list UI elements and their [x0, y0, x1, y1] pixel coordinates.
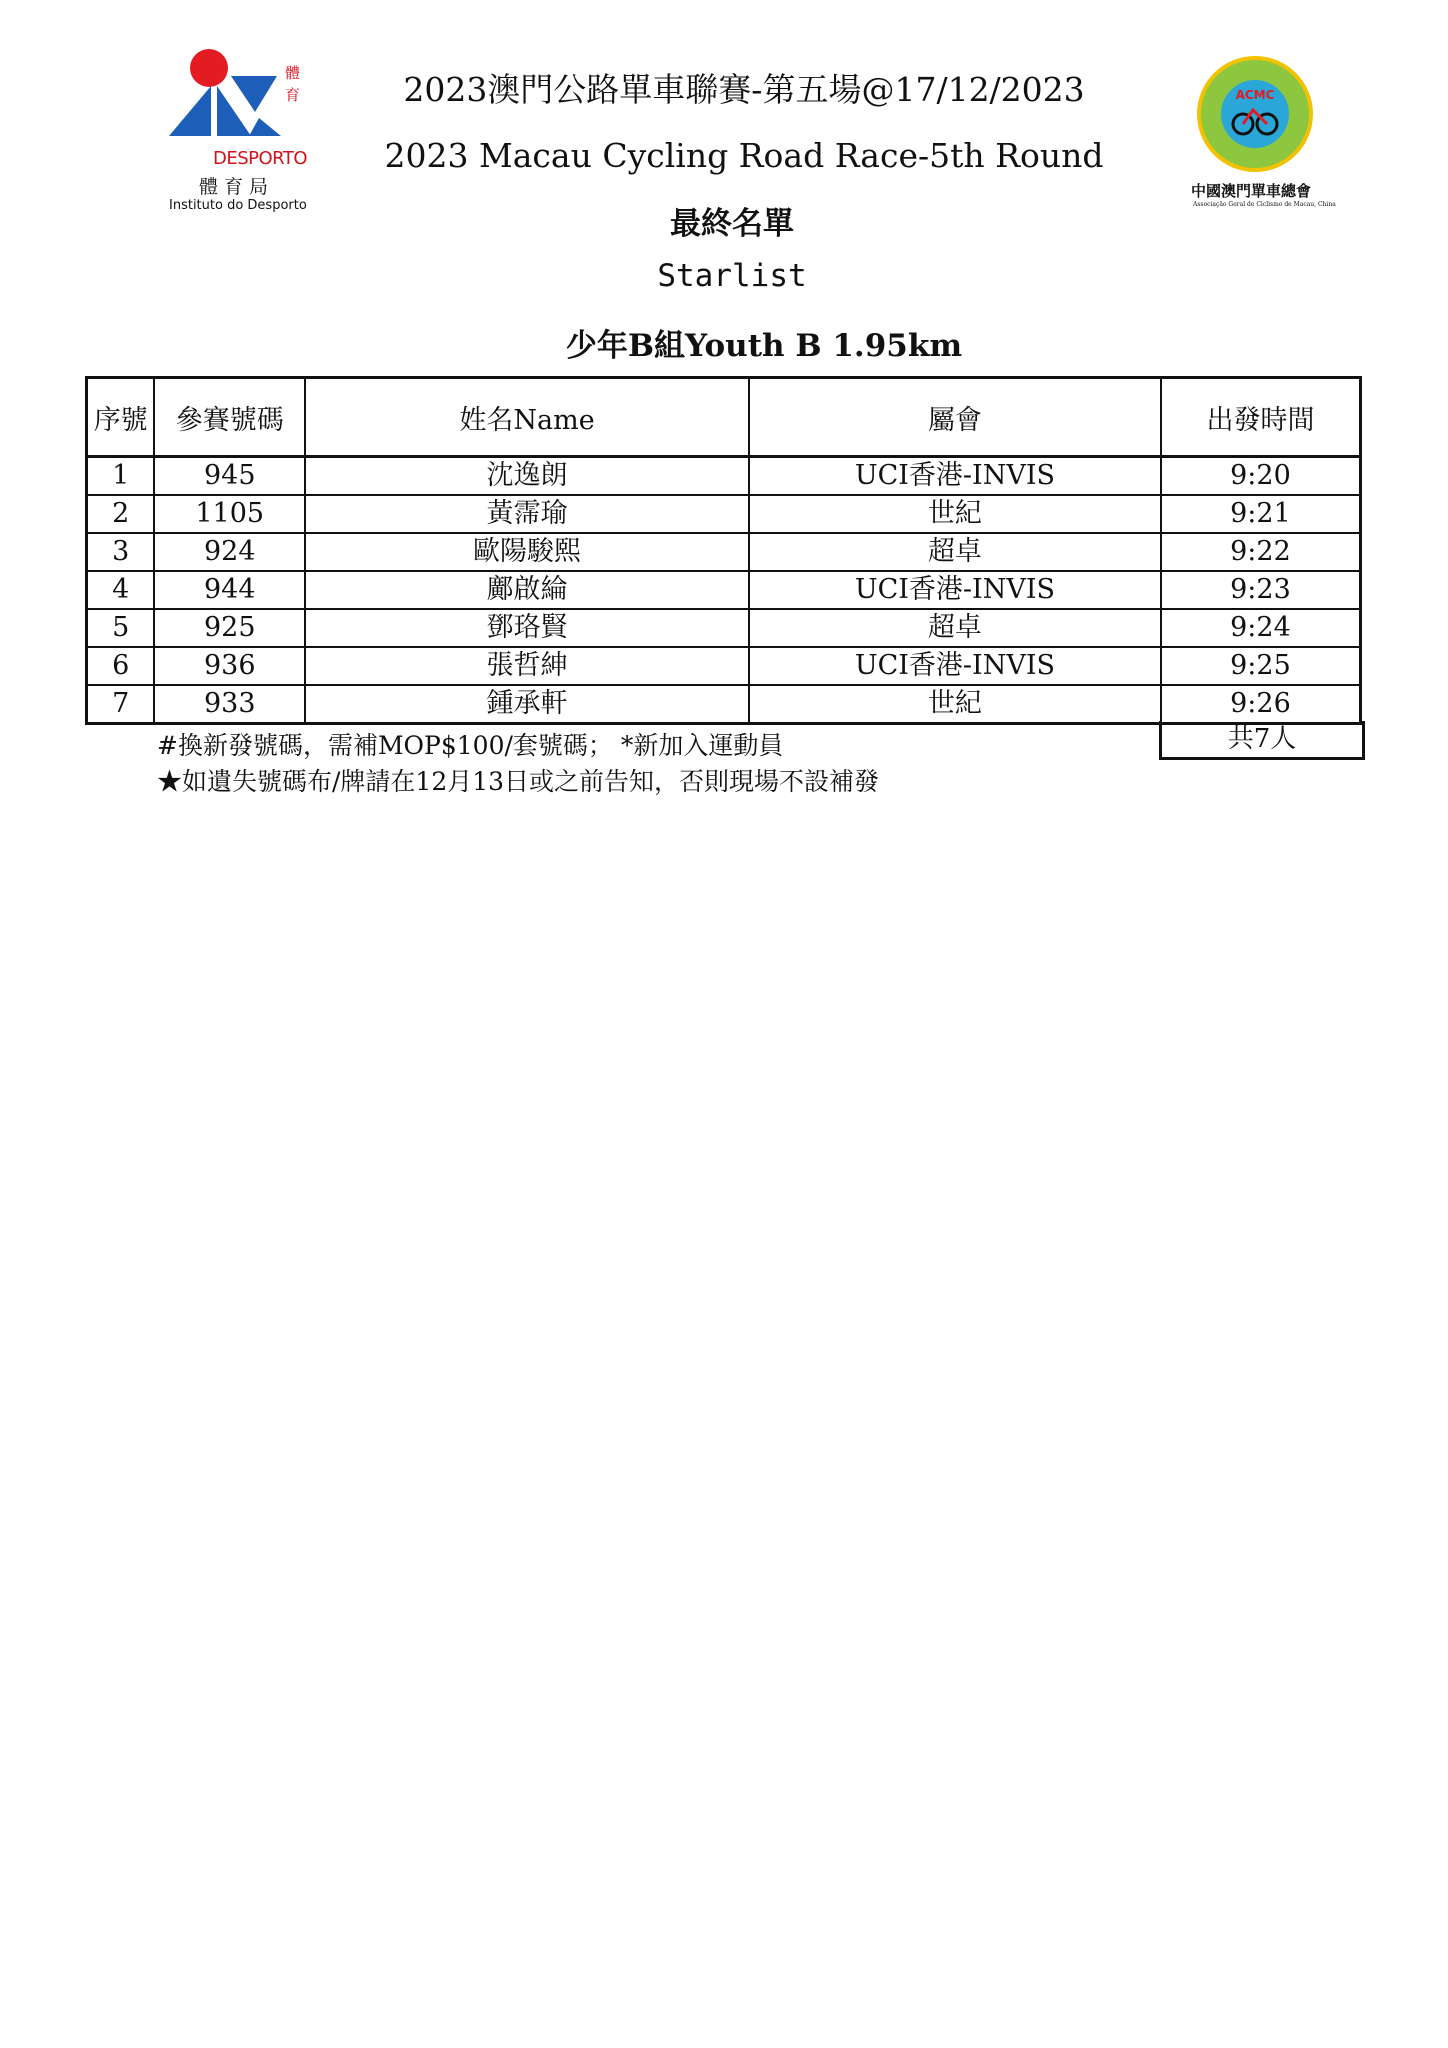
table-row [87, 685, 1361, 724]
cell-name: 黃霈瑜 [305, 495, 749, 533]
footnote-lost-bib: ★如遺失號碼布/牌請在12月13日或之前告知，否則現場不設補發 [157, 767, 880, 796]
cell-bib: 936 [154, 647, 305, 685]
logo-vertical-char-2: 育 [285, 86, 301, 104]
cell-start-time: 9:26 [1161, 685, 1361, 724]
logo-brand-text: DESPORTO [213, 148, 308, 169]
event-title-cn: 2023澳門公路單車聯賽-第五場@17/12/2023 [403, 70, 1085, 109]
logo-name-cn: 體育局 [199, 176, 275, 198]
cell-start-time: 9:20 [1161, 457, 1361, 496]
table-header-row [87, 378, 1361, 457]
logo-name-pt: Instituto do Desporto [169, 198, 307, 213]
cell-start-time: 9:24 [1161, 609, 1361, 647]
event-title-en: 2023 Macau Cycling Road Race-5th Round [384, 136, 1104, 175]
blue-triangle-bottom-right [249, 118, 281, 136]
cell-seq: 5 [87, 609, 155, 647]
subtitle-en: Starlist [657, 258, 807, 294]
cell-name: 鍾承軒 [305, 685, 749, 724]
header-start-time: 出發時間 [1161, 378, 1361, 457]
cell-seq: 4 [87, 571, 155, 609]
subtitle-cn: 最終名單 [670, 206, 794, 242]
header-name: 姓名Name [305, 378, 749, 457]
category-title: 少年B組Youth B 1.95km [565, 328, 963, 364]
cell-seq: 6 [87, 647, 155, 685]
cell-club: 世紀 [749, 685, 1161, 724]
total-count: 共7人 [1159, 721, 1365, 760]
cell-bib: 925 [154, 609, 305, 647]
table-row [87, 571, 1361, 609]
cell-seq: 1 [87, 457, 155, 496]
cell-club: 世紀 [749, 495, 1161, 533]
header-club: 屬會 [749, 378, 1161, 457]
cell-club: 超卓 [749, 609, 1161, 647]
cell-name: 鄺啟綸 [305, 571, 749, 609]
footnote-bib-replacement: #換新發號碼，需補MOP$100/套號碼； *新加入運動員 [157, 731, 784, 760]
table-row [87, 533, 1361, 571]
table-row [87, 647, 1361, 685]
cell-start-time: 9:23 [1161, 571, 1361, 609]
logo-vertical-char-1: 體 [285, 64, 301, 82]
acmc-badge-text: ACMC [1235, 88, 1275, 102]
table-row [87, 457, 1361, 496]
cell-seq: 3 [87, 533, 155, 571]
table-row [87, 609, 1361, 647]
cell-bib: 933 [154, 685, 305, 724]
table-row [87, 495, 1361, 533]
cell-club: UCI香港-INVIS [749, 647, 1161, 685]
header-seq: 序號 [87, 378, 155, 457]
cell-start-time: 9:25 [1161, 647, 1361, 685]
cell-bib: 945 [154, 457, 305, 496]
startlist-table [85, 376, 1362, 725]
cell-club: UCI香港-INVIS [749, 457, 1161, 496]
cell-name: 張哲紳 [305, 647, 749, 685]
cell-bib: 924 [154, 533, 305, 571]
cell-club: 超卓 [749, 533, 1161, 571]
cell-bib: 1105 [154, 495, 305, 533]
acmc-name-pt: Associação Geral de Ciclismo de Macau, China [1193, 201, 1336, 208]
cell-name: 歐陽駿熙 [305, 533, 749, 571]
cell-club: UCI香港-INVIS [749, 571, 1161, 609]
acmc-name-cn: 中國澳門單車總會 [1191, 182, 1312, 200]
header-bib: 參賽號碼 [154, 378, 305, 457]
cell-start-time: 9:22 [1161, 533, 1361, 571]
cell-seq: 7 [87, 685, 155, 724]
cell-bib: 944 [154, 571, 305, 609]
cell-start-time: 9:21 [1161, 495, 1361, 533]
cell-name: 沈逸朗 [305, 457, 749, 496]
cell-seq: 2 [87, 495, 155, 533]
cell-name: 鄧珞賢 [305, 609, 749, 647]
